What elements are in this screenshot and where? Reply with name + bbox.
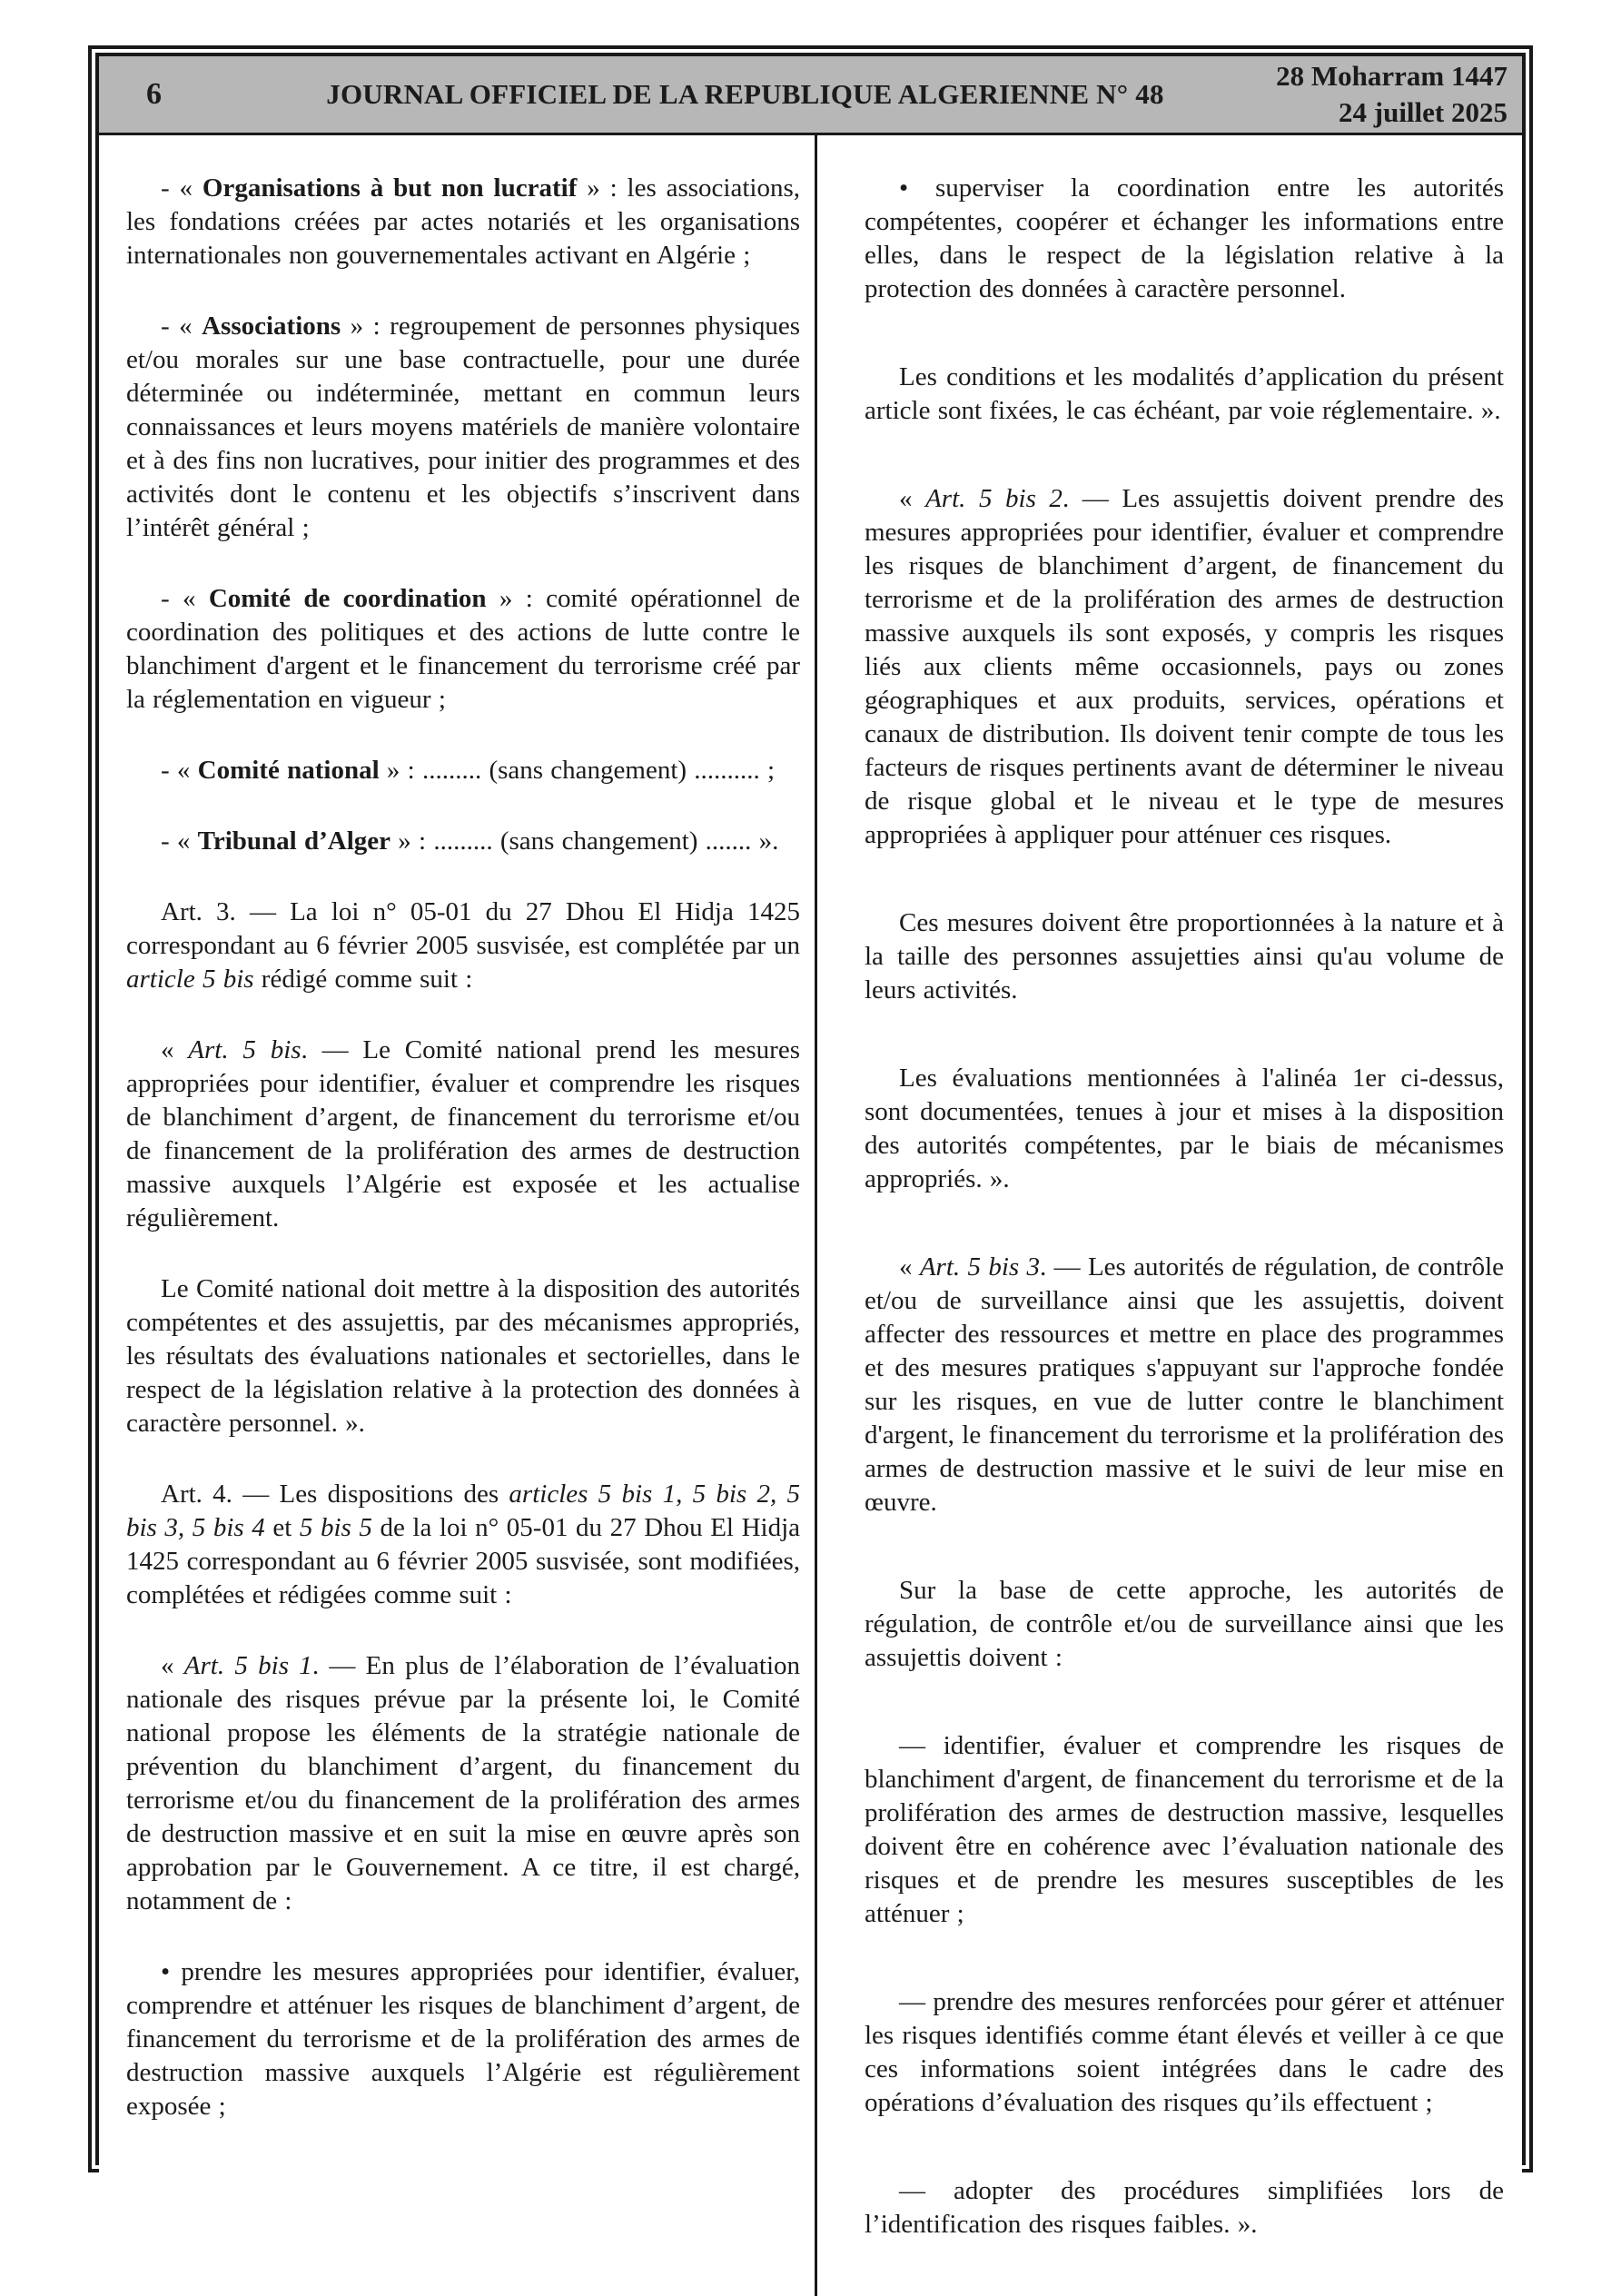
paragraph: — adopter des procédures simplifiées lors de l’identification des risques faibles. ». bbox=[865, 2176, 1504, 2239]
paragraph: Le Comité national doit mettre à la disposition des autorités compétentes et des assujettis, par des mécanismes appropriés, les résultats des évaluations nationales et sectorielles, dans le respect de la législation relative à la protection des données à caractère personnel. ». bbox=[126, 1274, 800, 1438]
paragraph: Les évaluations mentionnées à l'alinéa 1er ci-dessus, sont documentées, tenues à jour et mises à la disposition des autorités compétentes, par le biais de mécanismes appropriés. ». bbox=[865, 1064, 1504, 1193]
paragraph: Ces mesures doivent être proportionnées à la nature et à la taille des personnes assujetties ainsi qu'au volume de leurs activités. bbox=[865, 908, 1504, 1004]
column-right bbox=[817, 135, 1522, 2296]
journal-title: JOURNAL OFFICIEL DE LA REPUBLIQUE ALGERIENNE N° 48 bbox=[326, 78, 1164, 110]
paragraph: - « Comité national » : ......... (sans changement) .......... ; bbox=[161, 756, 776, 785]
paragraph: — identifier, évaluer et comprendre les risques de blanchiment d'argent, de financement du terrorisme et de la prolifération des armes de destruction massive, lesquelles doivent être en cohérence avec l’évaluation nationale des risques et de prendre les mesures susceptibles de les atténuer ; bbox=[865, 1731, 1504, 1928]
header-band bbox=[99, 56, 1522, 135]
paragraph: - « Tribunal d’Alger » : ......... (sans changement) ....... ». bbox=[161, 826, 779, 856]
date-hijri: 28 Moharram 1447 bbox=[1276, 60, 1507, 92]
paragraph: Art. 4. — Les dispositions des articles 5 bis 1, 5 bis 2, 5 bis 3, 5 bis 4 et 5 bis 5 de la loi n° 05-01 du 27 Dhou El Hidja 1425 correspondant au 6 février 2005 susvisée, sont modifiées, complétées et rédigées comme suit : bbox=[126, 1480, 801, 1609]
paragraph: « Art. 5 bis 3. — Les autorités de régulation, de contrôle et/ou de surveillance ainsi que les assujettis, doivent affecter des ressources et mettre en place des programmes et des mesures pratiques s'appuyant sur l'approche fondée sur les risques, en vue de lutter contre le blanchiment d'argent, le financement du terrorisme et la prolifération des armes de destruction massive et le suivi de leur mise en œuvre. bbox=[865, 1252, 1504, 1517]
paragraph: « Art. 5 bis 1. — En plus de l’élaboration de l’évaluation nationale des risques prévue par la présente loi, le Comité national propose les éléments de la stratégie nationale de prévention du blanchiment d’argent, du financement du terrorisme et/ou du financement de la prolifération des armes de destruction massive et en suit la mise en œuvre après son approbation par le Gouvernement. A ce titre, il est chargé, notamment de : bbox=[126, 1651, 801, 1915]
date-gregorian: 24 juillet 2025 bbox=[1339, 96, 1507, 128]
paragraph: Les conditions et les modalités d’application du présent article sont fixées, le cas échéant, par voie réglementaire. ». bbox=[865, 362, 1504, 425]
paragraph: « Art. 5 bis. — Le Comité national prend les mesures appropriées pour identifier, évaluer et comprendre les risques de blanchiment d’argent, de financement du terrorisme et/ou de financement de la prolifération des armes de destruction massive auxquels l’Algérie est exposée et les actualise régulièrement. bbox=[126, 1035, 800, 1232]
paragraph: Art. 3. — La loi n° 05-01 du 27 Dhou El Hidja 1425 correspondant au 6 février 2005 susvisée, est complétée par un article 5 bis rédigé comme suit : bbox=[126, 897, 800, 994]
column-left bbox=[99, 135, 815, 2296]
paragraph: • superviser la coordination entre les autorités compétentes, coopérer et échanger les informations entre elles, dans le respect de la législation relative à la protection des données à caractère personnel. bbox=[865, 173, 1504, 303]
paragraph: - « Organisations à but non lucratif » : les associations, les fondations créées par actes notariés et les organisations internationales non gouvernementales activant en Algérie ; bbox=[126, 173, 800, 270]
paragraph: « Art. 5 bis 2. — Les assujettis doivent prendre des mesures appropriées pour identifier, évaluer et comprendre les risques de blanchiment d’argent, de financement du terrorisme et de la prolifération des armes de destruction massive auxquels ils sont exposés, y compris les risques liés aux clients même occasionnels, pays ou zones géographiques et aux produits, services, opérations et canaux de distribution. Ils doivent tenir compte de tous les facteurs de risques pertinents avant de déterminer le niveau de risque global et le niveau et le type de mesures appropriées à appliquer pour atténuer ces risques. bbox=[865, 484, 1505, 849]
page-frame bbox=[88, 45, 1533, 2239]
paragraph: — prendre des mesures renforcées pour gérer et atténuer les risques identifiés comme étant élevés et veiller à ce que ces informations soient intégrées dans le cadre des opérations d’évaluation des risques qu’ils effectuent ; bbox=[865, 1987, 1504, 2117]
paragraph: - « Comité de coordination » : comité opérationnel de coordination des politiques et des actions de lutte contre le blanchiment d'argent et le financement du terrorisme créé par la réglementation en vigueur ; bbox=[126, 584, 800, 714]
paragraph: - « Associations » : regroupement de personnes physiques et/ou morales sur une base contractuelle, pour une durée déterminée ou indéterminée, mettant en commun leurs connaissances et leurs moyens matériels de manière volontaire et à des fins non lucratives, pour initier des programmes et des activités dont le contenu et les objectifs s’inscrivent dans l’intérêt général ; bbox=[126, 312, 800, 542]
paragraph: • prendre les mesures appropriées pour identifier, évaluer, comprendre et atténuer les risques de blanchiment d’argent, de financement du terrorisme et de la prolifération des armes de destruction massive auxquels l’Algérie est régulièrement exposée ; bbox=[126, 1957, 800, 2121]
page-number: 6 bbox=[146, 77, 162, 111]
paragraph: Sur la base de cette approche, les autorités de régulation, de contrôle et/ou de surveillance ainsi que les assujettis doivent : bbox=[865, 1576, 1504, 1672]
date-block bbox=[1226, 58, 1522, 131]
two-column-body bbox=[99, 135, 1522, 2296]
page-frame-inner bbox=[95, 53, 1526, 2239]
